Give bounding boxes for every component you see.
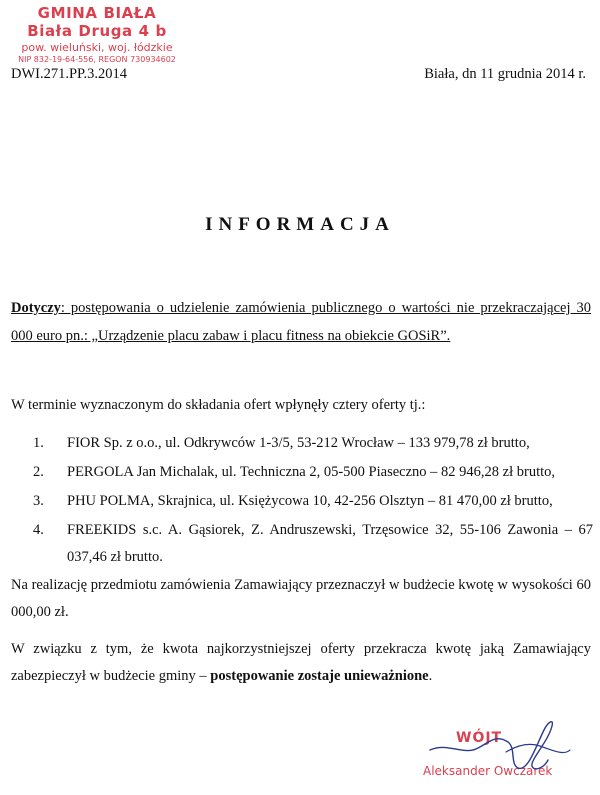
document-date: Biała, dn 11 grudnia 2014 r. <box>424 66 586 82</box>
subject-text: : postępowania o udzielenie zamówienia publicznego o wartości nie przekraczającej 30 000 euro pn.: „Urządzenie placu zabaw i placu fitness na obiekcie GOSiR”. <box>11 300 591 344</box>
subject-label: Dotyczy <box>11 300 61 316</box>
handwritten-signature <box>420 712 595 792</box>
signature-title: WÓJT <box>456 730 503 746</box>
list-item-number: 1. <box>33 435 44 451</box>
offers-list <box>33 430 593 571</box>
list-item <box>33 488 593 514</box>
list-item-number: 4. <box>33 522 44 538</box>
list-item-number: 3. <box>33 493 44 509</box>
subject-line <box>11 294 591 350</box>
conclusion-text: W związku z tym, że kwota najkorzystniejszej oferty przekracza kwotę jaką Zamawiający zabezpieczył w budżecie gminy – <box>11 641 591 684</box>
reference-number: DWI.271.PP.3.2014 <box>11 66 128 82</box>
list-item-text: PHU POLMA, Skrajnica, ul. Księżycowa 10, 42-256 Olsztyn – 81 470,00 zł brutto, <box>67 493 553 509</box>
list-item-text: PERGOLA Jan Michalak, ul. Techniczna 2, 05-500 Piaseczno – 82 946,28 zł brutto, <box>67 464 556 480</box>
stamp-municipality: GMINA BIAŁA <box>37 4 157 22</box>
stamp-region: pow. wieluński, woj. łódzkie <box>21 41 173 54</box>
signature-block <box>420 712 595 792</box>
list-item-text: FREEKIDS s.c. A. Gąsiorek, Z. Andruszewski, Trzęsowice 32, 55-106 Zawonia – 67 037,46 zł brutto. <box>67 522 593 565</box>
budget-paragraph: Na realizację przedmiotu zamówienia Zamawiający przeznaczył w budżecie kwotę w wysokości 60 000,00 zł. <box>11 577 591 620</box>
list-item-number: 2. <box>33 464 44 480</box>
document-title: INFORMACJA <box>205 214 395 235</box>
stamp-address: Biała Druga 4 b <box>27 22 167 40</box>
offers-intro: W terminie wyznaczonym do składania ofert wpłynęły cztery oferty tj.: <box>11 397 426 413</box>
list-item <box>33 430 593 456</box>
signature-name: Aleksander Owczarek <box>423 764 553 778</box>
office-stamp <box>12 4 182 65</box>
conclusion-decision: postępowanie zostaje unieważnione <box>210 668 429 684</box>
list-item <box>33 459 593 485</box>
stamp-tax-ids: NIP 832-19-64-556, REGON 730934602 <box>18 55 176 64</box>
conclusion-paragraph <box>11 636 591 690</box>
signature-stroke-main <box>430 722 552 769</box>
list-item-text: FIOR Sp. z o.o., ul. Odkrywców 1-3/5, 53-212 Wrocław – 133 979,78 zł brutto, <box>67 435 530 451</box>
list-item <box>33 517 593 571</box>
conclusion-end: . <box>428 668 433 684</box>
